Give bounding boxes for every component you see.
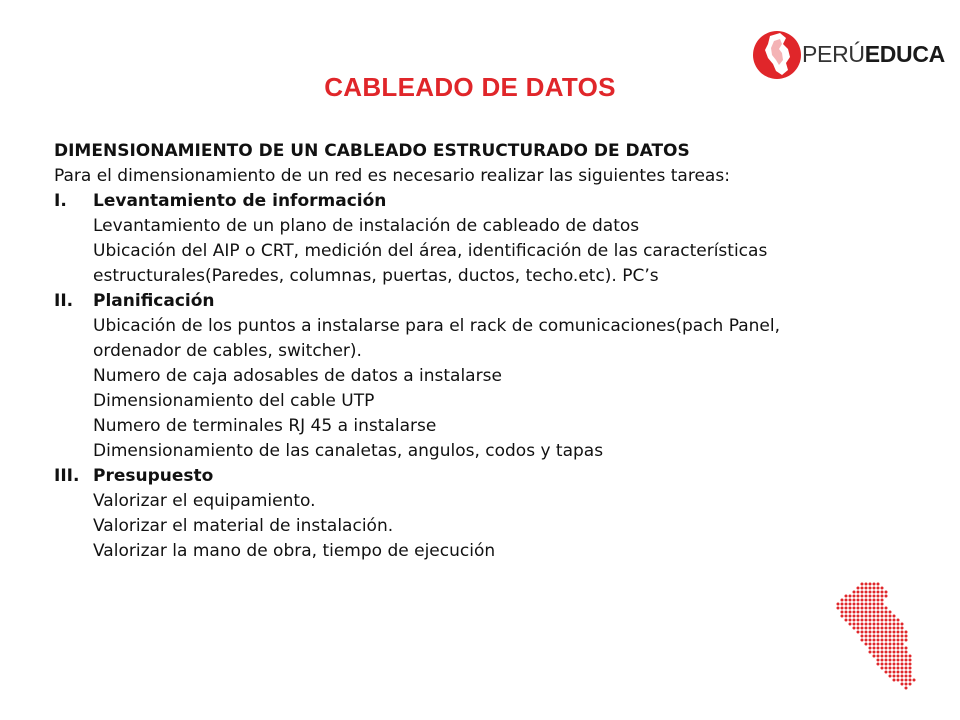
- map-dot: [893, 647, 896, 650]
- map-dot: [901, 679, 904, 682]
- map-dot: [857, 607, 860, 610]
- map-dot: [869, 643, 872, 646]
- map-dot: [901, 623, 904, 626]
- map-dot: [877, 635, 880, 638]
- map-dot: [881, 587, 884, 590]
- map-dot: [877, 607, 880, 610]
- map-dot: [889, 635, 892, 638]
- map-dot: [897, 647, 900, 650]
- list-item: Ubicación de los puntos a instalarse para el rack de comunicaciones(pach Panel,: [93, 316, 780, 336]
- map-dot: [873, 583, 876, 586]
- map-dot: [877, 623, 880, 626]
- map-dot: [889, 639, 892, 642]
- map-dot: [901, 635, 904, 638]
- map-dot: [905, 671, 908, 674]
- map-dot: [861, 595, 864, 598]
- map-dot: [905, 639, 908, 642]
- map-dot: [873, 655, 876, 658]
- map-dot: [869, 615, 872, 618]
- map-dot: [901, 667, 904, 670]
- map-dot: [905, 655, 908, 658]
- map-dot: [897, 639, 900, 642]
- map-dot: [881, 651, 884, 654]
- map-dot: [881, 595, 884, 598]
- map-dot: [869, 639, 872, 642]
- section-header-3: [54, 464, 894, 489]
- map-dot: [897, 623, 900, 626]
- map-dot: [881, 647, 884, 650]
- map-dot: [853, 611, 856, 614]
- map-dot: [869, 595, 872, 598]
- map-dot: [885, 623, 888, 626]
- map-dot: [889, 627, 892, 630]
- map-dot: [893, 631, 896, 634]
- map-dot: [905, 647, 908, 650]
- list-item: estructurales(Paredes, columnas, puertas, ductos, techo.etc). PC’s: [93, 266, 659, 286]
- map-dot: [877, 595, 880, 598]
- map-dot: [893, 663, 896, 666]
- map-dot: [905, 631, 908, 634]
- map-dot: [885, 643, 888, 646]
- map-dot: [861, 631, 864, 634]
- map-dot: [869, 583, 872, 586]
- map-dot: [873, 639, 876, 642]
- list-item: ordenador de cables, switcher).: [93, 341, 362, 361]
- map-dot: [881, 639, 884, 642]
- map-dot: [873, 647, 876, 650]
- map-dot: [853, 603, 856, 606]
- list-item: Dimensionamiento de las canaletas, angulos, codos y tapas: [93, 441, 604, 461]
- map-dot: [857, 587, 860, 590]
- map-dot: [845, 603, 848, 606]
- list-item: Numero de terminales RJ 45 a instalarse: [93, 416, 437, 436]
- section-header-1: [54, 189, 894, 214]
- map-dot: [861, 619, 864, 622]
- map-dot: [905, 675, 908, 678]
- map-dot: [893, 667, 896, 670]
- map-dot: [849, 623, 852, 626]
- map-dot: [873, 623, 876, 626]
- map-dot: [849, 595, 852, 598]
- map-dot: [873, 627, 876, 630]
- map-dot: [857, 599, 860, 602]
- map-dot: [849, 611, 852, 614]
- map-dot: [909, 683, 912, 686]
- map-dot: [885, 671, 888, 674]
- map-dot: [881, 627, 884, 630]
- map-dot: [853, 599, 856, 602]
- map-dot: [877, 627, 880, 630]
- list-item: Dimensionamiento del cable UTP: [93, 391, 375, 411]
- map-dot: [885, 663, 888, 666]
- map-dot: [877, 647, 880, 650]
- map-dot: [837, 603, 840, 606]
- map-dot: [865, 583, 868, 586]
- map-dot: [841, 599, 844, 602]
- map-dot: [877, 631, 880, 634]
- map-dot: [893, 619, 896, 622]
- intro-text: Para el dimensionamiento de un red es necesario realizar las siguientes tareas:: [54, 166, 730, 186]
- map-dot: [873, 615, 876, 618]
- list-item: Numero de caja adosables de datos a instalarse: [93, 366, 502, 386]
- map-dot: [881, 611, 884, 614]
- map-dot: [861, 623, 864, 626]
- map-dot: [909, 671, 912, 674]
- map-dot: [853, 607, 856, 610]
- map-dot: [857, 595, 860, 598]
- map-dot: [897, 667, 900, 670]
- map-dot: [885, 615, 888, 618]
- map-dot: [849, 599, 852, 602]
- map-dot: [845, 599, 848, 602]
- map-dot: [893, 643, 896, 646]
- map-dot: [877, 611, 880, 614]
- map-dot: [885, 591, 888, 594]
- map-dot: [877, 619, 880, 622]
- map-dot: [901, 655, 904, 658]
- map-dot: [881, 659, 884, 662]
- map-dot: [869, 587, 872, 590]
- map-dot: [885, 631, 888, 634]
- map-dot: [901, 663, 904, 666]
- map-dot: [865, 595, 868, 598]
- section-number: III.: [54, 466, 80, 486]
- map-dot: [889, 631, 892, 634]
- map-dot: [865, 623, 868, 626]
- map-dot: [909, 659, 912, 662]
- section-number: II.: [54, 291, 74, 311]
- map-dot: [893, 655, 896, 658]
- map-dot: [877, 655, 880, 658]
- map-dot: [857, 627, 860, 630]
- map-dot: [861, 615, 864, 618]
- list-item: Valorizar la mano de obra, tiempo de ejecución: [93, 541, 496, 561]
- map-dot: [857, 615, 860, 618]
- map-dot: [901, 671, 904, 674]
- section-title: Planificación: [93, 291, 215, 311]
- map-dot: [865, 607, 868, 610]
- map-dot: [849, 603, 852, 606]
- map-dot: [901, 643, 904, 646]
- map-dot: [877, 651, 880, 654]
- map-dot: [873, 591, 876, 594]
- map-dot: [889, 655, 892, 658]
- map-dot: [905, 663, 908, 666]
- map-dot: [897, 635, 900, 638]
- map-dot: [889, 659, 892, 662]
- map-dot: [885, 655, 888, 658]
- map-dot: [881, 667, 884, 670]
- map-dot: [869, 651, 872, 654]
- map-dot: [857, 591, 860, 594]
- section-number: I.: [54, 191, 67, 211]
- map-dot: [897, 675, 900, 678]
- map-dot: [877, 643, 880, 646]
- map-dot: [865, 591, 868, 594]
- logo-wordmark: [802, 41, 945, 68]
- section-header-2: [54, 289, 894, 314]
- map-dot: [849, 619, 852, 622]
- map-dot: [889, 667, 892, 670]
- map-dot: [901, 639, 904, 642]
- map-dot: [901, 651, 904, 654]
- map-dot: [869, 627, 872, 630]
- map-dot: [861, 607, 864, 610]
- map-dot: [873, 603, 876, 606]
- slide-content: [54, 139, 894, 564]
- map-dot: [865, 599, 868, 602]
- map-dot: [889, 675, 892, 678]
- map-dot: [893, 623, 896, 626]
- map-dot: [877, 591, 880, 594]
- map-dot: [893, 615, 896, 618]
- map-dot: [877, 659, 880, 662]
- map-dot: [885, 607, 888, 610]
- map-dot: [853, 591, 856, 594]
- map-dot: [913, 679, 916, 682]
- map-dot: [897, 655, 900, 658]
- map-dot: [885, 635, 888, 638]
- map-dot: [881, 655, 884, 658]
- map-dot: [845, 615, 848, 618]
- logo-text-peru: PERÚ: [802, 41, 865, 67]
- map-dot: [861, 639, 864, 642]
- map-dot: [893, 675, 896, 678]
- map-dot: [857, 619, 860, 622]
- section-title: Levantamiento de información: [93, 191, 387, 211]
- map-dot: [873, 635, 876, 638]
- map-dot: [909, 675, 912, 678]
- map-dot: [853, 615, 856, 618]
- list-item: Levantamiento de un plano de instalación de cableado de datos: [93, 216, 640, 236]
- map-dot: [865, 635, 868, 638]
- map-dot: [881, 615, 884, 618]
- map-dot: [849, 607, 852, 610]
- map-dot: [885, 659, 888, 662]
- map-dot: [877, 639, 880, 642]
- map-dot: [893, 635, 896, 638]
- map-dot: [853, 619, 856, 622]
- map-dot: [889, 623, 892, 626]
- map-dot: [881, 643, 884, 646]
- dotted-peru-map-icon: [832, 582, 927, 692]
- map-dot: [861, 627, 864, 630]
- map-dot: [897, 663, 900, 666]
- map-dot: [869, 623, 872, 626]
- map-dot: [861, 587, 864, 590]
- map-dot: [837, 607, 840, 610]
- map-dot: [905, 635, 908, 638]
- map-dot: [845, 595, 848, 598]
- map-dot: [845, 607, 848, 610]
- map-dot: [897, 643, 900, 646]
- map-dot: [869, 619, 872, 622]
- map-dot: [909, 655, 912, 658]
- map-dot: [885, 595, 888, 598]
- map-dot: [841, 615, 844, 618]
- map-dot: [873, 595, 876, 598]
- map-dot: [853, 627, 856, 630]
- map-dot: [901, 675, 904, 678]
- map-dot: [885, 619, 888, 622]
- map-dot: [901, 659, 904, 662]
- map-dot: [869, 631, 872, 634]
- map-dot: [869, 607, 872, 610]
- map-dot: [873, 643, 876, 646]
- map-dot: [885, 667, 888, 670]
- map-dot: [873, 631, 876, 634]
- map-dot: [869, 599, 872, 602]
- map-dot: [905, 659, 908, 662]
- map-dot: [881, 599, 884, 602]
- map-dot: [865, 587, 868, 590]
- map-dot: [845, 619, 848, 622]
- map-dot: [901, 631, 904, 634]
- map-dot: [857, 623, 860, 626]
- map-dot: [857, 631, 860, 634]
- map-dot: [865, 639, 868, 642]
- map-dot: [905, 651, 908, 654]
- map-dot: [873, 607, 876, 610]
- map-dot: [849, 615, 852, 618]
- map-dot: [869, 647, 872, 650]
- section-title: Presupuesto: [93, 466, 214, 486]
- slide-title: CABLEADO DE DATOS: [324, 72, 616, 102]
- map-dot: [877, 615, 880, 618]
- map-dot: [865, 603, 868, 606]
- map-dot: [897, 619, 900, 622]
- map-dot: [873, 619, 876, 622]
- map-dot: [885, 627, 888, 630]
- map-dot: [861, 599, 864, 602]
- map-dot: [873, 611, 876, 614]
- map-dot: [901, 647, 904, 650]
- map-dot: [853, 623, 856, 626]
- map-dot: [873, 651, 876, 654]
- map-dot: [909, 679, 912, 682]
- map-dot: [881, 635, 884, 638]
- map-dot: [869, 591, 872, 594]
- map-dot: [873, 599, 876, 602]
- map-dot: [893, 659, 896, 662]
- map-dot: [893, 679, 896, 682]
- map-dot: [889, 619, 892, 622]
- map-dot: [865, 611, 868, 614]
- map-dot: [893, 627, 896, 630]
- map-dot: [881, 591, 884, 594]
- map-dot: [889, 611, 892, 614]
- list-item: Valorizar el equipamiento.: [93, 491, 316, 511]
- map-dot: [865, 627, 868, 630]
- map-dot: [889, 643, 892, 646]
- map-dot: [893, 639, 896, 642]
- map-dot: [905, 683, 908, 686]
- map-dot: [869, 635, 872, 638]
- map-dot: [897, 631, 900, 634]
- map-dot: [881, 623, 884, 626]
- map-dot: [861, 603, 864, 606]
- map-dot: [897, 651, 900, 654]
- map-dot: [889, 663, 892, 666]
- map-dot: [869, 603, 872, 606]
- map-dot: [861, 591, 864, 594]
- map-dot: [877, 583, 880, 586]
- map-dot: [905, 687, 908, 690]
- map-dot: [897, 679, 900, 682]
- map-dot: [889, 651, 892, 654]
- logo-text-educa: EDUCA: [864, 41, 945, 67]
- map-dot: [885, 647, 888, 650]
- map-dot: [853, 595, 856, 598]
- map-dot: [909, 667, 912, 670]
- map-dot: [889, 647, 892, 650]
- map-dot: [885, 651, 888, 654]
- map-dot: [897, 627, 900, 630]
- map-dot: [885, 639, 888, 642]
- map-dot: [865, 643, 868, 646]
- map-dot: [857, 611, 860, 614]
- map-dot: [893, 651, 896, 654]
- map-dot: [877, 587, 880, 590]
- map-dot: [873, 587, 876, 590]
- map-dot: [881, 631, 884, 634]
- map-dot: [865, 631, 868, 634]
- map-dot: [861, 635, 864, 638]
- map-dot: [861, 583, 864, 586]
- map-dot: [893, 671, 896, 674]
- map-dot: [897, 659, 900, 662]
- list-item: Ubicación del AIP o CRT, medición del área, identificación de las características: [93, 241, 768, 261]
- map-dot: [869, 611, 872, 614]
- map-dot: [841, 607, 844, 610]
- map-dot: [909, 663, 912, 666]
- map-dot: [841, 611, 844, 614]
- map-dot: [901, 683, 904, 686]
- map-dot: [889, 671, 892, 674]
- map-dot: [881, 619, 884, 622]
- map-dot: [881, 607, 884, 610]
- map-dot: [897, 671, 900, 674]
- map-dot: [845, 611, 848, 614]
- map-dot: [901, 627, 904, 630]
- map-dot: [865, 619, 868, 622]
- map-dot: [841, 603, 844, 606]
- map-dot: [877, 663, 880, 666]
- list-item: Valorizar el material de instalación.: [93, 516, 394, 536]
- map-dot: [857, 603, 860, 606]
- map-dot: [889, 615, 892, 618]
- map-dot: [885, 611, 888, 614]
- map-dot: [881, 603, 884, 606]
- content-heading: DIMENSIONAMIENTO DE UN CABLEADO ESTRUCTURADO DE DATOS: [54, 141, 690, 161]
- map-dot: [865, 615, 868, 618]
- map-dot: [881, 663, 884, 666]
- map-dot: [905, 679, 908, 682]
- map-dot: [877, 603, 880, 606]
- map-dot: [877, 599, 880, 602]
- map-dot: [861, 611, 864, 614]
- map-dot: [905, 667, 908, 670]
